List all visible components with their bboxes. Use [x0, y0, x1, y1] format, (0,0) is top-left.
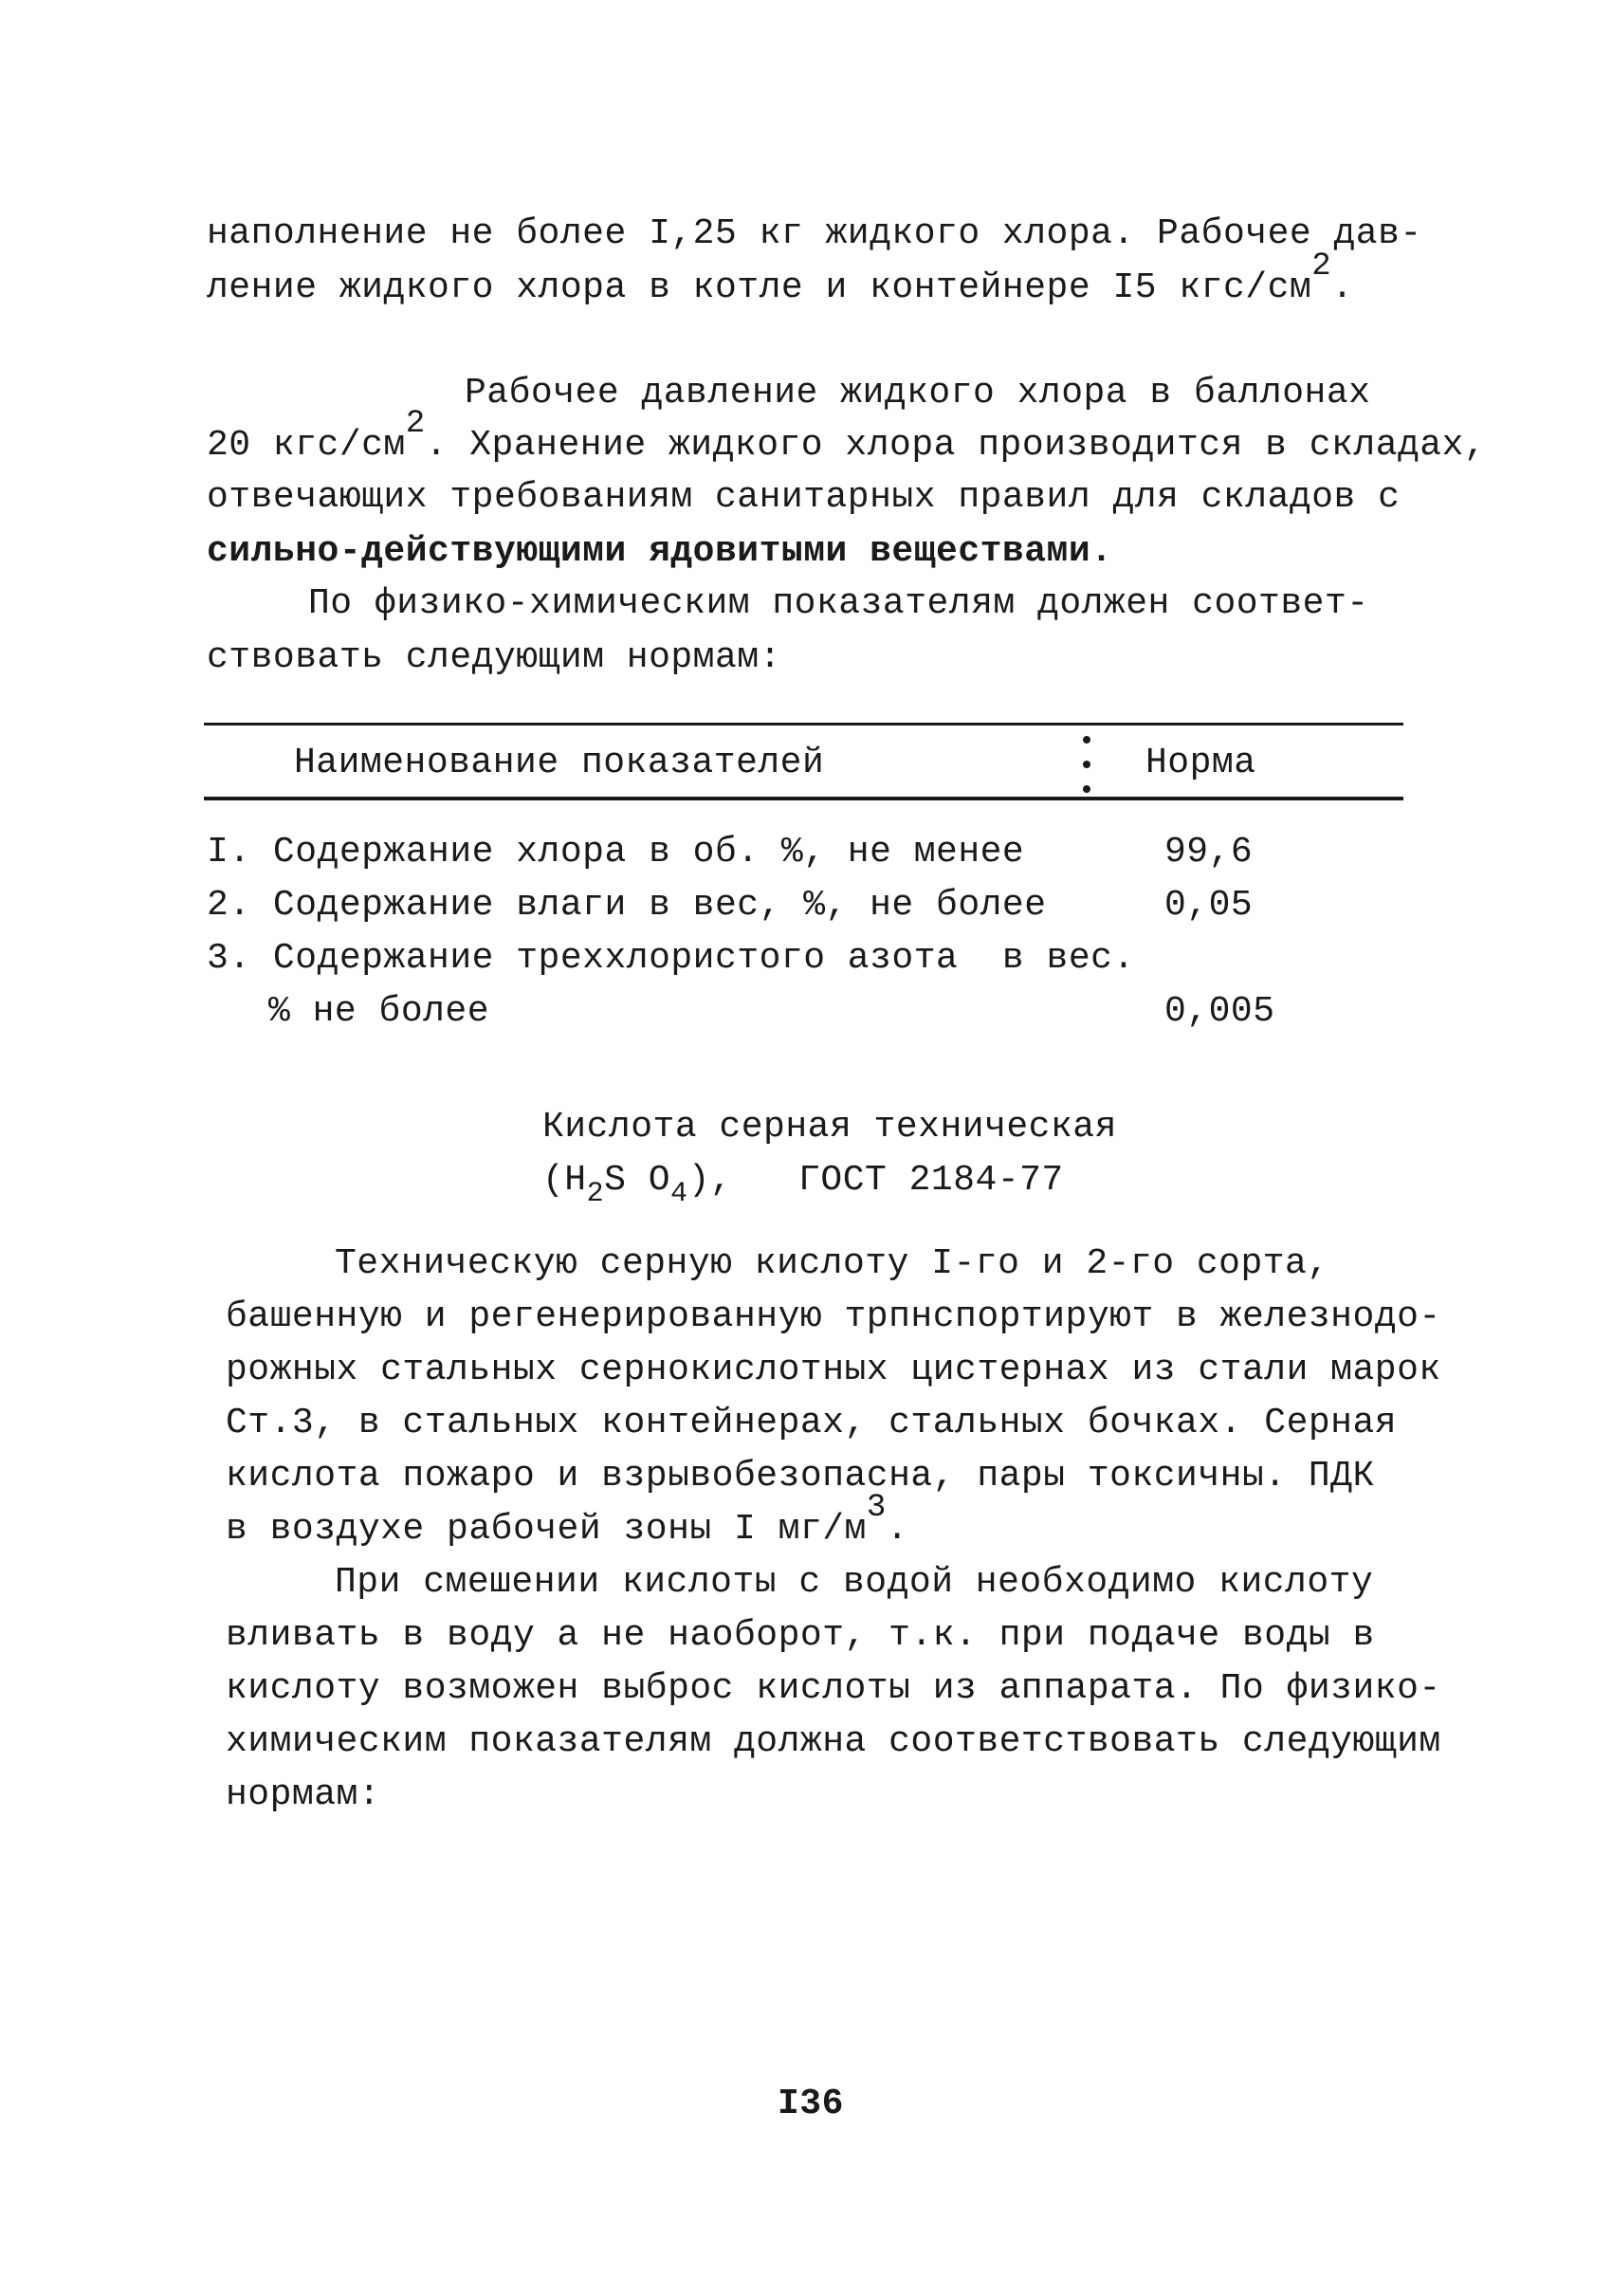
superscript-3: 3 — [866, 1490, 887, 1526]
page-number: I36 — [778, 2084, 844, 2124]
table-header-name: Наименование показателей — [294, 743, 825, 783]
paragraph-1-line-1: наполнение не более I,25 кг жидкого хлора. Рабочее дав- — [207, 213, 1422, 254]
table-top-rule — [204, 723, 1403, 726]
paragraph-5-line-1: При смешении кислоты с водой необходимо кислоту — [335, 1562, 1374, 1603]
paragraph-4-line-3: рожных стальных сернокислотных цистернах из стали марок — [226, 1350, 1441, 1390]
paragraph-4-line-2: башенную и регенерированную трпнспортируют в железнодо- — [226, 1296, 1441, 1337]
paragraph-2-line-3: отвечающих требованиям санитарных правил для складов с — [207, 477, 1401, 518]
section-title: Кислота серная техническая — [542, 1107, 1117, 1148]
gost-reference: ГОСТ 2184-77 — [798, 1160, 1064, 1201]
table-header-norm: Норма — [1145, 743, 1256, 783]
paragraph-2-line-1: Рабочее давление жидкого хлора в баллонах — [465, 373, 1371, 413]
paragraph-2-line-2 — [207, 406, 1487, 466]
paragraph-3-line-1: По физико-химическим показателям должен соответ- — [308, 583, 1369, 624]
table-header-rule — [204, 797, 1403, 800]
paragraph-2-line-4: сильно-действующими ядовитыми веществами. — [207, 531, 1113, 572]
paragraph-1-line-2-text: ление жидкого хлора в котле и контейнере I5 кгс/см — [207, 267, 1312, 308]
table-row-3-value: 0,005 — [1164, 991, 1275, 1032]
table-row-3-name: 3. Содержание треххлористого азота в вес. — [207, 938, 1135, 979]
paragraph-2-line-2-end: . Хранение жидкого хлора производится в складах, — [425, 425, 1487, 466]
paragraph-4-line-4: Ст.3, в стальных контейнерах, стальных бочках. Серная — [226, 1403, 1398, 1443]
paragraph-4-line-5: кислота пожаро и взрывобезопасна, пары токсичны. ПДК — [226, 1456, 1375, 1497]
formula-open: (H — [542, 1160, 587, 1201]
superscript-2: 2 — [405, 406, 426, 442]
paragraph-1-line-2-end: . — [1331, 267, 1354, 308]
formula-subscript-2: 2 — [586, 1178, 605, 1210]
table-row-1-name: I. Содержание хлора в об. %, не менее — [207, 832, 1025, 872]
table-row-3-name-continued: % не более — [268, 991, 490, 1032]
superscript-2: 2 — [1311, 248, 1332, 285]
formula-subscript-4: 4 — [670, 1178, 688, 1210]
paragraph-4-line-6-text: в воздухе рабочей зоны I мг/м — [226, 1509, 867, 1550]
table-row-2-name: 2. Содержание влаги в вес, %, не более — [207, 885, 1047, 926]
table-row-2-value: 0,05 — [1164, 885, 1254, 926]
table-row-1-value: 99,6 — [1164, 832, 1254, 872]
paragraph-5-line-5: нормам: — [226, 1774, 381, 1815]
paragraph-2-line-2-start: 20 кгс/см — [207, 425, 406, 466]
paragraph-4-line-1: Техническую серную кислоту I-го и 2-го сорта, — [335, 1243, 1329, 1284]
paragraph-3-line-2: ствовать следующим нормам: — [207, 637, 781, 678]
paragraph-5-line-4: химическим показателям должна соответствовать следующим — [226, 1721, 1441, 1762]
paragraph-4-line-6 — [226, 1490, 909, 1550]
section-formula-line — [542, 1160, 1064, 1210]
formula-mid: S O — [604, 1160, 671, 1201]
column-separator — [1083, 736, 1090, 793]
paragraph-4-line-6-end: . — [886, 1509, 909, 1550]
paragraph-5-line-2: вливать в воду а не наоборот, т.к. при подаче воды в — [226, 1615, 1375, 1656]
paragraph-5-line-3: кислоту возможен выброс кислоты из аппарата. По физико- — [226, 1668, 1441, 1709]
formula-close: ), — [687, 1160, 733, 1201]
paragraph-1-line-2 — [207, 248, 1354, 308]
